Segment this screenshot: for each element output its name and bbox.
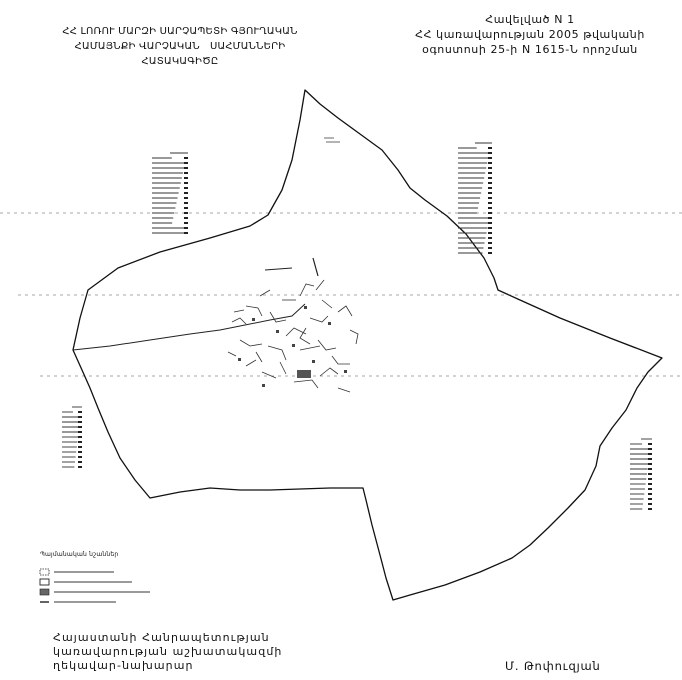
table-value-mark bbox=[78, 461, 82, 463]
settlement-feature bbox=[310, 316, 328, 322]
table-value-mark bbox=[648, 443, 652, 445]
table-value-mark bbox=[488, 187, 492, 189]
table-value-mark bbox=[78, 456, 82, 458]
table-value-mark bbox=[488, 222, 492, 224]
settlement-feature bbox=[318, 340, 336, 350]
settlement-feature bbox=[286, 328, 306, 336]
building-mark bbox=[276, 330, 279, 333]
settlement-feature bbox=[294, 380, 318, 388]
legend-heading: Պայմանական նշաններ bbox=[40, 551, 119, 558]
building-mark bbox=[252, 318, 255, 321]
settlement-feature bbox=[234, 310, 244, 312]
table-value-mark bbox=[184, 222, 188, 224]
legend-symbol bbox=[40, 579, 49, 585]
table-value-mark bbox=[488, 147, 492, 149]
settlement-feature bbox=[300, 346, 320, 350]
table-value-mark bbox=[78, 441, 82, 443]
table-value-mark bbox=[648, 468, 652, 470]
legend-item-text-mark bbox=[54, 571, 114, 573]
legend-item bbox=[40, 589, 150, 595]
settlement-feature bbox=[232, 318, 246, 324]
table-value-mark bbox=[488, 197, 492, 199]
settlement-feature bbox=[300, 284, 314, 296]
table-value-mark bbox=[78, 451, 82, 453]
legend-symbols bbox=[40, 569, 150, 603]
table-value-mark bbox=[488, 202, 492, 204]
table-value-mark bbox=[488, 207, 492, 209]
table-value-mark bbox=[648, 498, 652, 500]
table-value-mark bbox=[488, 252, 492, 254]
settlement-feature bbox=[246, 360, 256, 366]
building-mark bbox=[238, 358, 241, 361]
table-value-mark bbox=[488, 212, 492, 214]
coordinate-table-lower-left bbox=[62, 407, 82, 468]
signatory-line-2: կառավարության աշխատակազմի bbox=[53, 645, 283, 658]
settlement-feature bbox=[320, 368, 338, 376]
table-value-mark bbox=[78, 411, 82, 413]
settlement-feature bbox=[262, 372, 276, 378]
table-value-mark bbox=[648, 458, 652, 460]
building-mark bbox=[292, 344, 295, 347]
settlement-feature bbox=[350, 330, 358, 344]
signatory-line-1: Հայաստանի Հանրապետության bbox=[53, 631, 270, 644]
table-value-mark bbox=[488, 162, 492, 164]
legend-symbol bbox=[40, 589, 49, 595]
table-value-mark bbox=[648, 508, 652, 510]
road-segment-north bbox=[265, 268, 292, 270]
table-value-mark bbox=[488, 227, 492, 229]
table-value-mark bbox=[488, 172, 492, 174]
signatory-title bbox=[53, 631, 282, 673]
building-mark bbox=[304, 306, 307, 309]
table-value-mark bbox=[184, 182, 188, 184]
coordinate-tables bbox=[62, 143, 652, 510]
table-value-mark bbox=[488, 192, 492, 194]
table-value-mark bbox=[78, 421, 82, 423]
annex-line-2: ՀՀ կառավարության 2005 թվականի bbox=[415, 28, 645, 41]
legend-item-text-mark bbox=[54, 581, 132, 583]
table-value-mark bbox=[488, 177, 492, 179]
title-line-3: ՀԱՏԱԿԱԳԻԾԸ bbox=[141, 56, 219, 67]
table-value-mark bbox=[648, 493, 652, 495]
table-value-mark bbox=[184, 172, 188, 174]
annex-reference bbox=[410, 12, 650, 57]
table-value-mark bbox=[648, 453, 652, 455]
annex-line-3: օգոստոսի 25-ի N 1615-Ն որոշման bbox=[422, 43, 638, 56]
table-value-mark bbox=[78, 431, 82, 433]
legend-item bbox=[40, 569, 114, 575]
settlement-feature bbox=[256, 352, 262, 362]
table-value-mark bbox=[488, 242, 492, 244]
table-value-mark bbox=[648, 473, 652, 475]
settlement-feature bbox=[338, 306, 352, 316]
table-value-mark bbox=[648, 448, 652, 450]
table-value-mark bbox=[488, 152, 492, 154]
building-mark bbox=[312, 360, 315, 363]
table-value-mark bbox=[184, 197, 188, 199]
table-value-mark bbox=[184, 227, 188, 229]
table-value-mark bbox=[184, 207, 188, 209]
road-segment-vertical bbox=[313, 258, 318, 276]
table-value-mark bbox=[78, 466, 82, 468]
table-value-mark bbox=[78, 436, 82, 438]
settlement-feature bbox=[332, 356, 350, 364]
table-value-mark bbox=[78, 416, 82, 418]
map-title bbox=[45, 24, 315, 69]
settlement-feature bbox=[240, 340, 262, 346]
building-mark bbox=[262, 384, 265, 387]
legend-item-text-mark bbox=[54, 591, 150, 593]
table-value-mark bbox=[184, 202, 188, 204]
table-value-mark bbox=[184, 192, 188, 194]
table-value-mark bbox=[184, 232, 188, 234]
legend-symbol bbox=[40, 569, 49, 575]
table-value-mark bbox=[184, 212, 188, 214]
table-value-mark bbox=[184, 157, 188, 159]
coordinate-table-upper-right bbox=[458, 143, 492, 254]
table-value-mark bbox=[488, 217, 492, 219]
table-value-mark bbox=[488, 247, 492, 249]
table-value-mark bbox=[648, 488, 652, 490]
settlement-block-dark bbox=[297, 370, 311, 378]
table-value-mark bbox=[648, 503, 652, 505]
title-line-1: ՀՀ ԼՈՌՈՒ ՄԱՐԶԻ ՍԱՐՉԱՊԵՏԻ ԳՅՈՒՂԱԿԱՆ bbox=[62, 26, 298, 37]
settlement-feature bbox=[316, 280, 324, 290]
settlement-feature bbox=[270, 312, 286, 322]
table-value-mark bbox=[648, 483, 652, 485]
table-value-mark bbox=[78, 446, 82, 448]
table-value-mark bbox=[648, 463, 652, 465]
table-value-mark bbox=[184, 217, 188, 219]
coordinate-table-upper-left bbox=[152, 153, 188, 234]
table-value-mark bbox=[184, 162, 188, 164]
table-value-mark bbox=[488, 182, 492, 184]
building-mark bbox=[344, 370, 347, 373]
building-mark bbox=[328, 322, 331, 325]
settlement-feature bbox=[300, 328, 310, 344]
signatory-line-3: ղեկավար-նախարար bbox=[53, 659, 194, 672]
sheet-grid-lines bbox=[0, 213, 682, 376]
table-value-mark bbox=[184, 167, 188, 169]
settlement-feature bbox=[268, 346, 286, 360]
legend-item-text-mark bbox=[54, 601, 116, 603]
title-line-2: ՀԱՄԱՅՆՔԻ ՎԱՐՉԱԿԱՆ ՍԱՀՄԱՆՆԵՐԻ bbox=[74, 41, 286, 52]
table-value-mark bbox=[648, 478, 652, 480]
legend-item bbox=[40, 601, 116, 603]
main-road-line bbox=[73, 304, 305, 350]
settlement-feature bbox=[322, 300, 332, 308]
table-value-mark bbox=[488, 232, 492, 234]
legend-item bbox=[40, 579, 132, 585]
signatory-name: Մ. Թոփուզյան bbox=[505, 659, 601, 673]
table-value-mark bbox=[184, 187, 188, 189]
administrative-boundary bbox=[73, 90, 662, 600]
table-value-mark bbox=[488, 237, 492, 239]
vertex-note-marks bbox=[324, 138, 340, 142]
table-value-mark bbox=[78, 426, 82, 428]
settlement-feature bbox=[280, 362, 286, 374]
settlement-feature bbox=[228, 352, 236, 356]
annex-line-1: Հավելված N 1 bbox=[485, 13, 575, 26]
settlement-feature bbox=[246, 306, 262, 316]
table-value-mark bbox=[488, 157, 492, 159]
table-value-mark bbox=[488, 167, 492, 169]
settlement-area bbox=[228, 280, 358, 392]
settlement-feature bbox=[338, 388, 350, 392]
coordinate-table-lower-right bbox=[630, 439, 652, 510]
table-value-mark bbox=[184, 177, 188, 179]
